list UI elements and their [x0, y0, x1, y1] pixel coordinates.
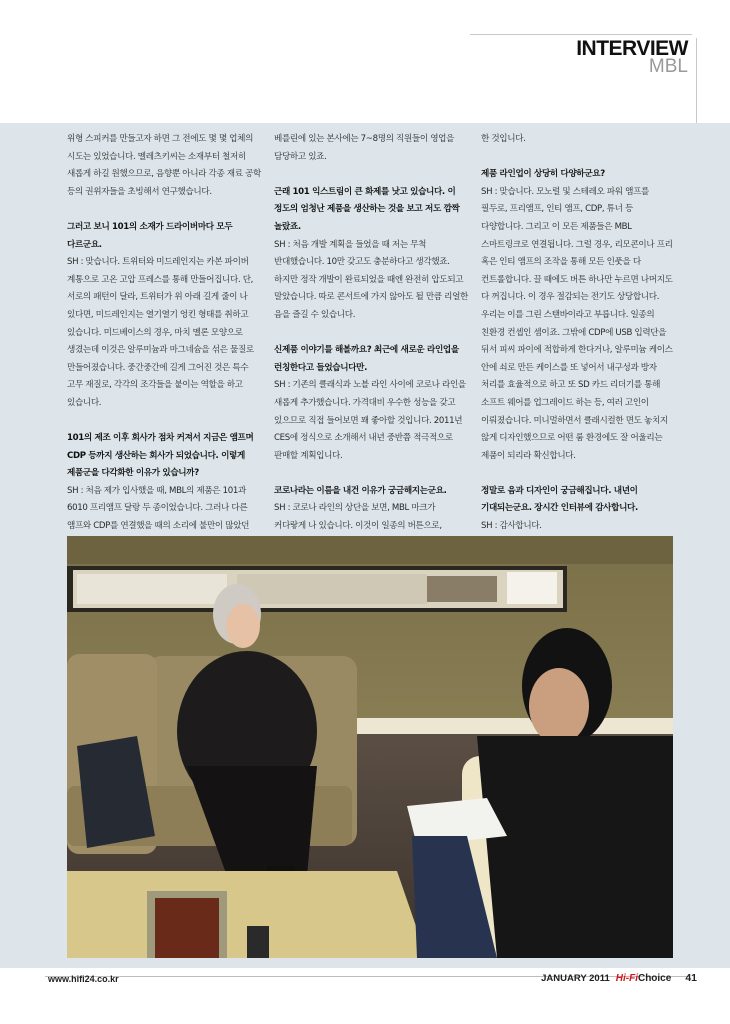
page-header: [0, 0, 730, 123]
article-column-3: [481, 131, 675, 588]
article-column-2: [274, 131, 468, 606]
interview-paragraph: SH : 감사합니다.: [481, 521, 542, 532]
interview-question: 101의 제조 이후 회사가 점차 커져서 지금은 앰프며 CDP 등까지 생산하는 회사가 되었습니다. 이렇게 제품군을 다각화한 이유가 있습니까?: [67, 433, 254, 479]
interview-paragraph: SH : 처음 제가 입사했을 때, MBL의 제품은 101과 6010 프리앰프 달랑 두 종이었습니다. 그러나 다른 앰프와 CDP를 연결했을 때의 소리에 불만이 많았던: [67, 485, 250, 532]
interview-question: 근래 101 익스트림이 큰 화제를 낫고 있습니다. 이 정도의 엄청난 제품을 생산하는 것을 보고 저도 깜짝 놀랐죠.: [274, 186, 460, 232]
interview-question: 정말로 음과 디자인이 궁금해집니다. 내년이 기대되는군요. 장시간 인터뷰에 감사합니다.: [481, 485, 638, 514]
interview-paragraph: 위형 스피커를 만들고자 하면 그 전에도 몇 몇 업체의 시도는 있었습니다. 멜레츠키씨는 소재부터 철저히 새롭게 하길 원했으므로, 음향뿐 아니라 각종 재료 공학 등의 권위자들을 초빙해서 연구했습니다.: [67, 134, 261, 197]
interview-question: 신제품 이야기를 해볼까요? 최근에 새로운 라인업을 런칭한다고 들었습니다만.: [274, 345, 459, 373]
footer-website-link[interactable]: www.hifi24.co.kr: [48, 974, 119, 984]
header-rule-vertical: [696, 38, 697, 123]
interview-paragraph: 베를린에 있는 본사에는 7~8명의 직원들이 영업을 담당하고 있죠.: [274, 134, 455, 162]
interview-question: 제품 라인업이 상당히 다양하군요?: [481, 169, 605, 180]
interview-question: 코로나라는 이름을 내건 이유가 궁금해지는군요.: [274, 485, 447, 496]
interview-paragraph: SH : 맞습니다. 트위터와 미드레인지는 카본 파이버 계통으로 고온 고압 프레스를 통해 만들어집니다. 단, 서로의 패턴이 달라, 트위터가 위 아래 길게 줄이 나 있다면, 미드레인지는 열기열기 엉킨 형태를 취하고 있습니다. 미드베이스의 경우, 마치 멜론 모양으로 생겼는데 이것은 알루미늄과 마그네슘을 섞은 물질로 만들어졌습니다. 중간중간에 길게 그어진 것은 특수 고무 재질로, 각각의 조각들을 붙이는 역할을 하고 있습니다.: [67, 257, 254, 408]
interview-photo: [67, 536, 673, 958]
paragraph-gap: [481, 149, 675, 167]
interview-question: 그러고 보니 101의 소재가 드라이버마다 모두 다르군요.: [67, 221, 233, 250]
header-rule: [470, 34, 692, 35]
logo-hifi: Hi-Fi: [615, 972, 638, 984]
interview-paragraph: SH : 맞습니다. 모노럴 및 스테레오 파워 앰프를 필두로, 프리앰프, 인티 앰프, CDP, 튜너 등 다양합니다. 그리고 이 모든 제품들은 MBL 스마트링크로 연결됩니다. 그럴 경우, 리모콘이나 프리 혹은 인티 앰프의 조작을 통해 모든 인풋을 다 컨트롤합니다. 끌 때에도 버튼 하나만 누르면 나머지도 다 꺼집니다. 이 경우 절감되는 전기도 상당합니다. 우리는 이를 그린 스탠바이라고 부릅니다. 일종의 친환경 컨셉인 셈이죠. 그밖에 CDP에 USB 입력단을 뒤서 피씨 파이에 적합하게 한다거나, 알루미늄 케이스 안에 쇠로 만든 케이스를 또 넣어서 내구성과 방자 처리를 효율적으로 하고 또 SD 카드 리더기를 통해 소프트 웨어를 업그레이드 하는 등, 여러 고인이 이뤄졌습니다. 미니멀하면서 클래시컬한 면도 놓치지 않게 디자인했으므로 어떤 룸 환경에도 잘 어울리는 제품이 되리라 확신합니다.: [481, 186, 673, 461]
paragraph-gap: [274, 325, 468, 343]
interview-paragraph: 한 것입니다.: [481, 134, 526, 144]
page-number: 41: [685, 972, 697, 984]
article-column-1: [67, 131, 261, 588]
paragraph-gap: [481, 465, 675, 483]
magazine-logo: [616, 973, 672, 984]
interview-paragraph: SH : 기존의 클래식과 노블 라인 사이에 코로나 라인을 새롭게 추가했습니다. 가격대비 우수한 성능을 갖고 있으므로 직접 들어보면 꽤 좋아할 것입니다. 2011년 CES에 정식으로 소개해서 내년 중반쯤 적극적으로 판매할 계획입니다.: [274, 380, 466, 461]
logo-choice: Choice: [637, 972, 672, 984]
issue-date: JANUARY 2011: [541, 972, 610, 984]
interview-paragraph: SH : 처음 개발 계획을 들었을 때 저는 무척 반대했습니다. 10만 갖고도 충분하다고 생각했죠. 하지만 정작 개발이 완료되었을 때엔 완전히 압도되고 말았습니다. 따로 콘서트에 가지 않아도 될 만큼 리얼한 음을 즐길 수 있습니다.: [274, 239, 468, 320]
section-kicker: INTERVIEW: [576, 37, 688, 60]
paragraph-gap: [67, 413, 261, 431]
paragraph-gap: [274, 166, 468, 184]
paragraph-gap: [274, 465, 468, 483]
section-subkicker: MBL: [648, 56, 688, 77]
interview-paragraph: SH : 코로나 라인의 상단을 보면, MBL 마크가 커다랗게 나 있습니다. 이것이 일종의 버튼으로,: [274, 503, 442, 532]
footer-info: [541, 972, 697, 984]
paragraph-gap: [67, 201, 261, 219]
